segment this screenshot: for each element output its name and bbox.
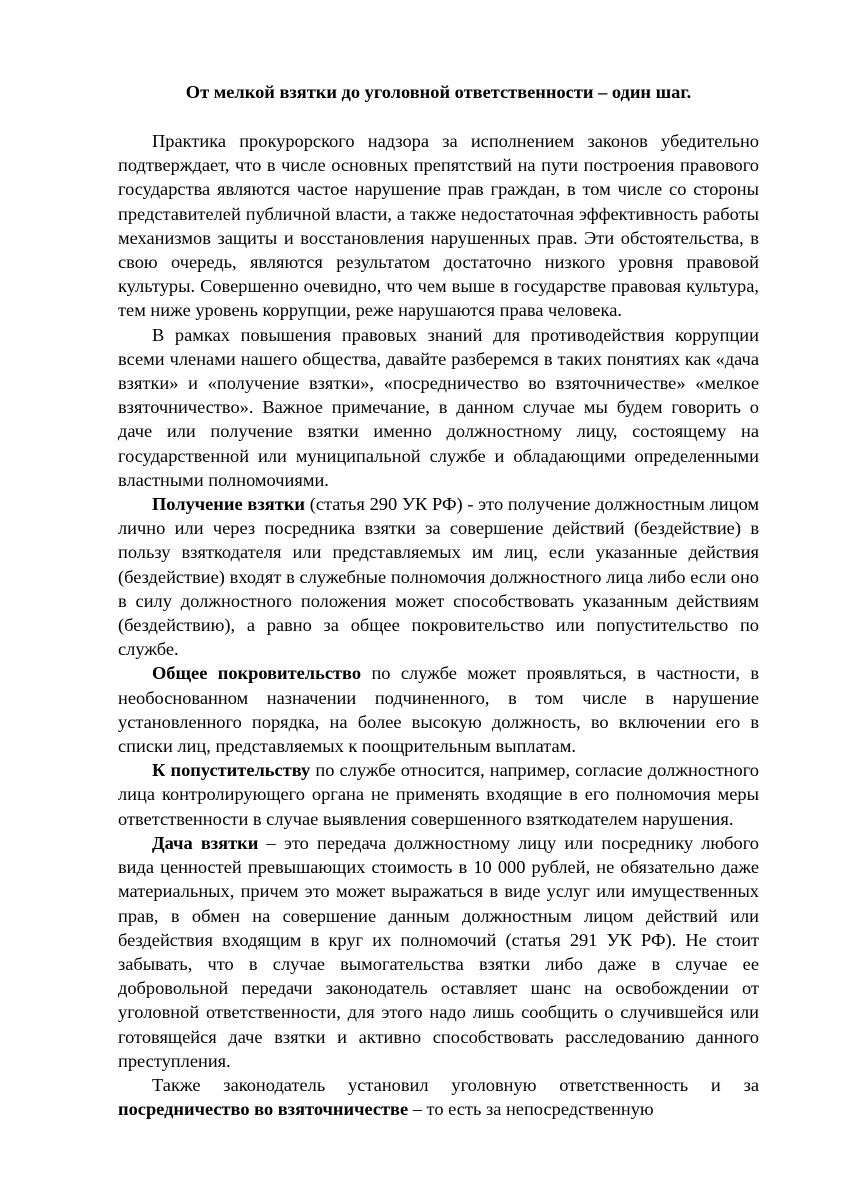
paragraph-general-patronage — [118, 661, 759, 758]
definition-receiving-bribe: (статья 290 УК РФ) - это получение должностным лицом лично или через посредника взятки за совершение действий (бездействие) в пользу взяткодателя или представляемых им лиц, если указанные действия (бездействие) входят в служебные полномочия должностного лица либо если оно в силу должностного положения может способствовать указанным действиям (бездействию), а равно за общее покровительство или попустительство по службе. — [118, 494, 759, 660]
paragraph-prosecutor-practice: Практика прокурорского надзора за исполнением законов убедительно подтверждает, что в числе основных препятствий на пути построения правового государства являются частое нарушение прав граждан, в том числе со стороны представителей публичной власти, а также недостаточная эффективность работы механизмов защиты и восстановления нарушенных прав. Эти обстоятельства, в свою очередь, являются результатом достаточно низкого уровня правовой культуры. Совершенно очевидно, что чем выше в государстве правовая культура, тем ниже уровень коррупции, реже нарушаются права человека. — [118, 131, 759, 321]
paragraph-receiving-bribe — [118, 492, 759, 661]
definition-giving-bribe: – это передача должностному лицу или посреднику любого вида ценностей превышающих стоимость в 10 000 рублей, не обязательно даже материальных, причем это может выражаться в виде услуг или имущественных прав, в обмен на совершение данным должностным лицом действий или бездействия входящим в круг их полномочий (статья 291 УК РФ). Не стоит забывать, что в случае вымогательства взятки либо даже в случае ее добровольной передачи законодатель оставляет шанс на освобождении от уголовной ответственности, для этого надо лишь сообщить о случившейся или готовящейся даче взятки и активно способствовать расследованию данного преступления. — [118, 832, 760, 1071]
paragraph-giving-bribe — [118, 831, 759, 1073]
paragraph-mediation — [118, 1073, 759, 1121]
term-receiving-bribe: Получение взятки — [152, 494, 305, 515]
term-giving-bribe: Дача взятки — [152, 832, 259, 853]
definition-general-patronage: по службе может проявляться, в частности, в необоснованном назначении подчиненного, в том числе в нарушение установленного порядка, на более высокую должность, во включении его в списки лиц, представляемых к поощрительным выплатам. — [118, 663, 759, 757]
paragraph-legal-knowledge: В рамках повышения правовых знаний для противодействия коррупции всеми членами нашего общества, давайте разберемся в таких понятиях как «дача взятки» и «получение взятки», «посредничество во взяточничестве» «мелкое взяточничество». Важное примечание, в данном случае мы будем говорить о даче или получение взятки именно должностному лицу, состоящему на государственной или муниципальной службе и обладающими определенными властными полномочиями. — [118, 324, 759, 490]
definition-mediation: – то есть за непосредственную — [408, 1099, 654, 1120]
intro-mediation: Также законодатель установил уголовную ответственность и за — [152, 1074, 759, 1095]
document-title: От мелкой взятки до уголовной ответственности – один шаг. — [185, 82, 692, 102]
term-general-patronage: Общее покровительство — [152, 663, 362, 684]
paragraph-connivance — [118, 758, 759, 831]
term-mediation: посредничество во взяточничестве — [118, 1099, 409, 1120]
definition-connivance: по службе относится, например, согласие должностного лица контролирующего органа не применять входящие в его полномочия меры ответственности в случае выявления совершенного взяткодателем нарушения. — [118, 760, 759, 829]
term-connivance: К попустительству — [152, 760, 311, 781]
